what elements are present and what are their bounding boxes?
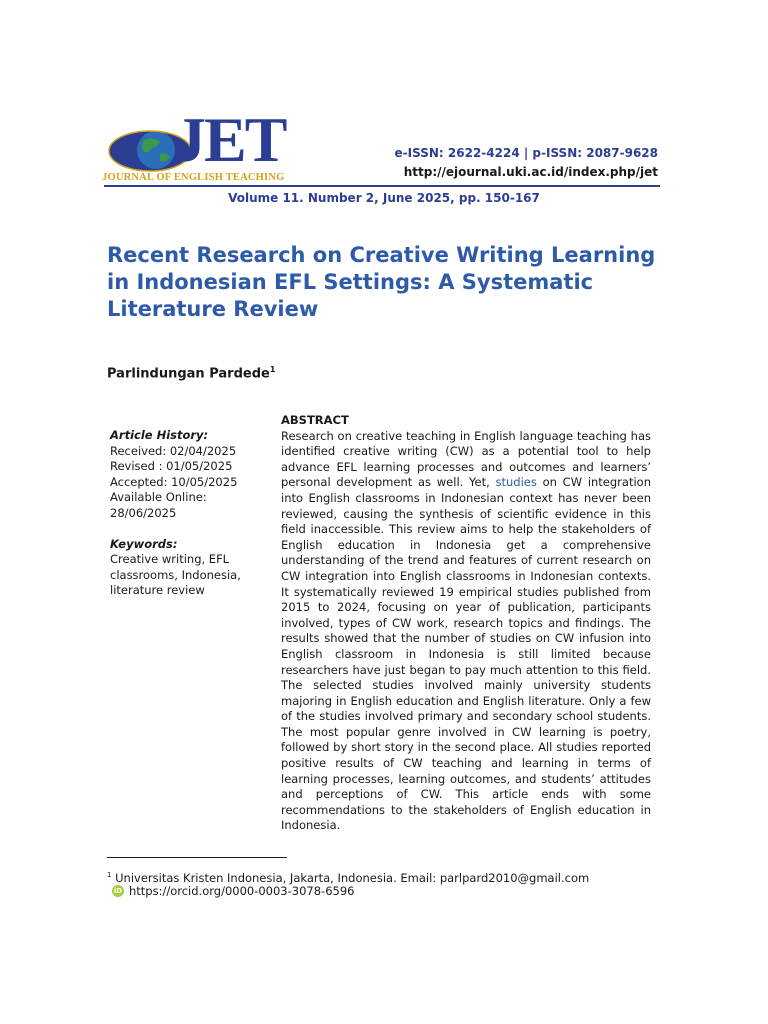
affiliation-text: Universitas Kristen Indonesia, Jakarta, Indonesia. Email: parlpard2010@gmail.com: [111, 870, 590, 885]
journal-logo: [102, 104, 304, 188]
abstract-text-b: on CW integration into English classrooms in Indonesian context has never been reviewed, causing the synthesis of scientific evidence in this field inaccessible. This review aims to help the stakeholders of English education in Indonesia get a comprehensive understanding of the trend and features of current research on CW integration into English classrooms in Indonesian contexts. It systematically reviewed 19 empirical studies published from 2015 to 2024, focusing on year of publication, participants involved, types of CW work, research topics and findings. The results showed that the number of studies on CW infusion into English classroom in Indonesia is still limited because researchers have just began to pay much attention to this field. The selected studies involved mainly university students majoring in English education and English literature. Only a few of the studies involved primary and secondary school students. The most popular genre involved in CW learning is poetry, followed by short story in the second place. All studies reported positive results of CW teaching and learning in terms of learning processes, learning outcomes, and students’ attitudes and perceptions of CW. This article ends with some recommendations to the stakeholders of English education in Indonesia.: [281, 475, 651, 833]
issn-line: e-ISSN: 2622-4224 | p-ISSN: 2087-9628: [394, 146, 658, 160]
abstract-highlight: studies: [495, 475, 537, 490]
orcid-icon: iD: [113, 887, 123, 895]
footnote-divider: [107, 857, 287, 858]
abstract-section: [281, 413, 651, 834]
author-name-text: Parlindungan Pardede: [107, 366, 270, 382]
orcid-link[interactable]: https://orcid.org/0000-0003-3078-6596: [129, 884, 355, 898]
abstract-text-a: Research on creative teaching in English language teaching has identified creative writing (CW) as a potential tool to help advance EFL learning processes and outcomes and learners’ personal development as well. Yet,: [281, 428, 651, 490]
journal-url-link[interactable]: http://ejournal.uki.ac.id/index.php/jet: [403, 165, 658, 179]
orcid-line: [112, 883, 354, 899]
keywords-list: Creative writing, EFL classrooms, Indonesia, literature review: [110, 552, 241, 598]
author-name: [107, 365, 275, 381]
keywords-heading: Keywords:: [110, 536, 178, 551]
history-heading: Article History:: [110, 428, 209, 442]
logo-subtitle: JOURNAL OF ENGLISH TEACHING: [102, 172, 285, 183]
accepted-date: Accepted: 10/05/2025: [110, 474, 238, 489]
revised-date: Revised : 01/05/2025: [110, 459, 233, 474]
volume-info: Volume 11. Number 2, June 2025, pp. 150-167: [228, 191, 540, 205]
author-footnote-marker: 1: [269, 365, 276, 374]
logo-wordmark: JET: [174, 104, 286, 175]
article-title: Recent Research on Creative Writing Learning in Indonesian EFL Settings: A Systematic Literature Review: [107, 243, 656, 321]
available-label: Available Online:: [110, 490, 207, 505]
received-date: Received: 02/04/2025: [110, 443, 237, 458]
abstract-heading: ABSTRACT: [281, 413, 349, 427]
article-history: [110, 428, 270, 599]
abstract-body: [281, 429, 651, 834]
footnote-marker: 1: [107, 871, 112, 879]
header-divider: [104, 185, 660, 187]
available-date: 28/06/2025: [110, 505, 177, 520]
